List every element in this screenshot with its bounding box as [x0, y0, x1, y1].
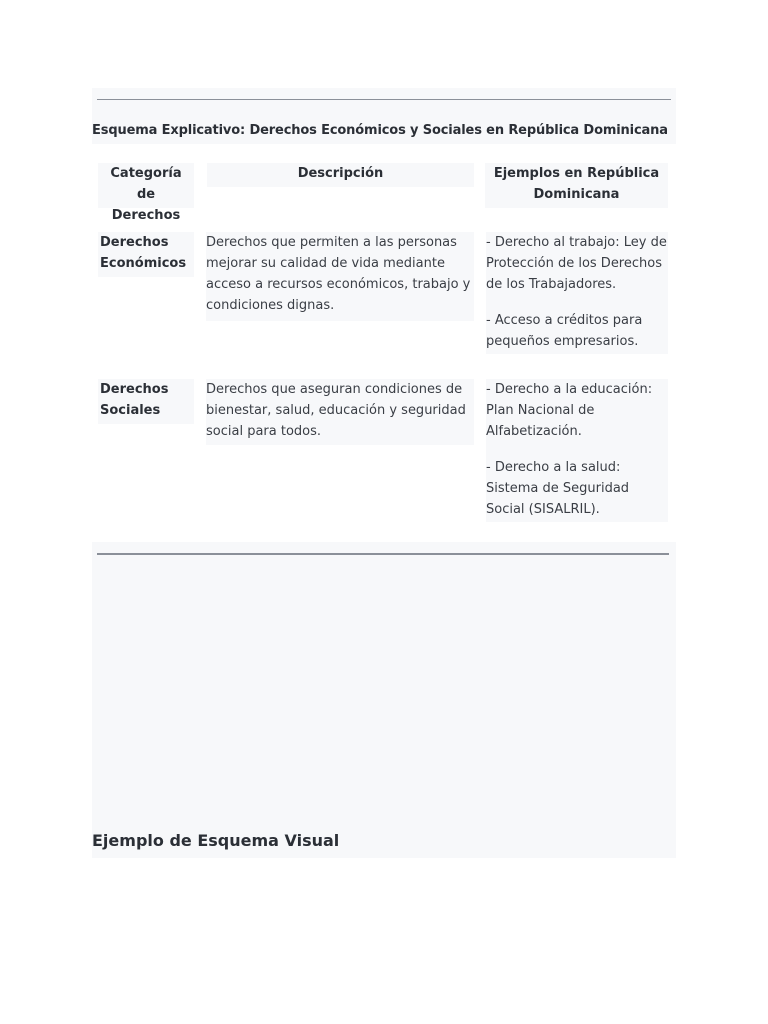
example-item: - Derecho a la salud: Sistema de Seguridad Social (SISALRIL). [486, 460, 630, 517]
row-economicos-categoria: Derechos Económicos [98, 232, 194, 277]
document-title: Esquema Explicativo: Derechos Económicos y Sociales en República Dominicana [92, 123, 668, 138]
bottom-divider [97, 553, 669, 555]
visual-section-heading: Ejemplo de Esquema Visual [92, 831, 340, 850]
example-item: - Acceso a créditos para pequeños empresarios. [486, 313, 643, 349]
visual-schema-block [92, 542, 676, 858]
row-sociales-categoria: Derechos Sociales [98, 379, 194, 424]
row-economicos-descripcion: Derechos que permiten a las personas mejorar su calidad de vida mediante acceso a recursos económicos, trabajo y condiciones dignas. [206, 232, 474, 321]
title-block [92, 88, 676, 144]
example-item: - Derecho al trabajo: Ley de Protección de los Derechos de los Trabajadores. [486, 235, 667, 292]
row-sociales-descripcion: Derechos que aseguran condiciones de bienestar, salud, educación y seguridad social para todos. [206, 379, 474, 445]
row-sociales-ejemplos [486, 379, 668, 522]
example-item: - Derecho a la educación: Plan Nacional de Alfabetización. [486, 382, 653, 439]
header-categoria: Categoría de Derechos [98, 163, 194, 208]
header-ejemplos: Ejemplos en República Dominicana [485, 163, 668, 208]
row-economicos-ejemplos [486, 232, 668, 354]
header-descripcion: Descripción [207, 163, 474, 187]
top-divider [97, 99, 671, 100]
